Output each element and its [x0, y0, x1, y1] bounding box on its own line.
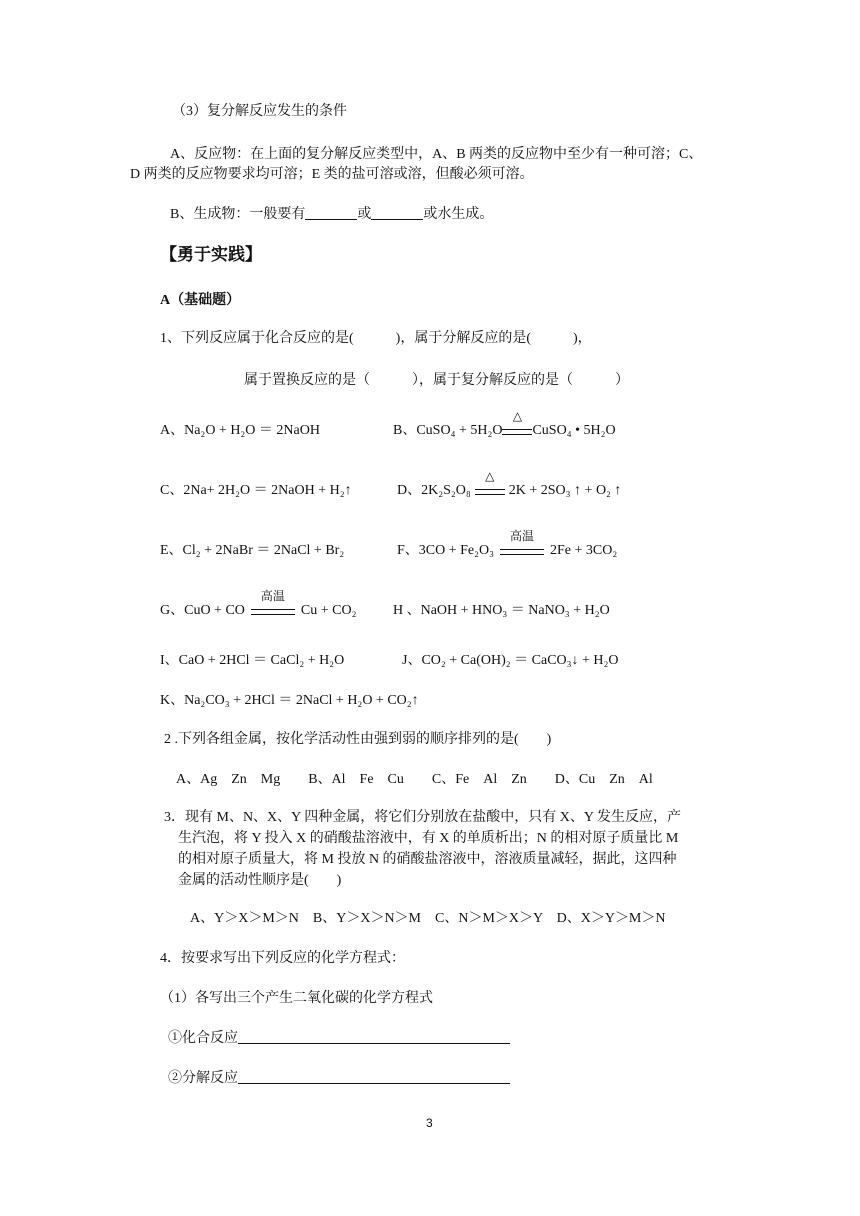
q4-sub1: （1）各写出三个产生二氧化碳的化学方程式: [160, 991, 433, 1006]
reaction-A: A、Na₂O + H₂O ＝ 2NaOH: [160, 423, 320, 438]
q1-line-1: 1、下列反应属于化合反应的是( )，属于分解反应的是( )，: [160, 331, 592, 346]
reaction-B: [393, 409, 616, 440]
q2-options: A、Ag Zn Mg B、Al Fe Cu C、Fe Al Zn D、Cu Zn Al: [176, 772, 653, 787]
q3-line-2: 生汽泡，将 Y 投入 X 的硝酸盐溶液中，有 X 的单质析出；N 的相对原子质量比 M: [178, 831, 679, 846]
q4-item-1-label: ①化合反应: [168, 1031, 238, 1046]
reaction-D: [397, 469, 622, 500]
section3-title: （3）复分解反应发生的条件: [172, 104, 347, 119]
q4-item-1: [168, 1029, 510, 1048]
answer-blank[interactable]: [371, 205, 423, 220]
condition-label: 高温: [260, 589, 285, 603]
products-line: [170, 205, 493, 224]
heat-triangle-icon: △: [485, 469, 495, 483]
answer-blank[interactable]: [238, 1029, 510, 1044]
equilibrium-sign: [251, 589, 295, 620]
reaction-G: [160, 589, 357, 620]
equilibrium-sign: [500, 529, 544, 560]
reaction-D-left: D、2K₂S₂O₈: [397, 483, 471, 498]
reaction-G-right: Cu + CO₂: [300, 603, 357, 618]
heat-triangle-icon: △: [512, 409, 523, 423]
reaction-F-right: 2Fe + 3CO₂: [550, 543, 618, 558]
answer-blank[interactable]: [238, 1069, 510, 1084]
reaction-B-right: CuSO₄ • 5H₂O: [532, 423, 616, 438]
level-label: A（基础题）: [160, 293, 241, 308]
q3-line-3: 的相对原子质量大，将 M 投放 N 的硝酸盐溶液中，溶液质量减轻，据此，这四种: [178, 852, 677, 867]
reaction-B-left: B、CuSO₄ + 5H₂O: [393, 423, 503, 438]
products-pre: B、生成物：一般要有: [170, 207, 306, 222]
products-post: 或水生成。: [423, 207, 494, 222]
reaction-D-right: 2K + 2SO₃ ↑ + O₂ ↑: [508, 483, 622, 498]
reaction-F-left: F、3CO + Fe₂O₃: [397, 543, 495, 558]
q2-stem: 2 .下列各组金属，按化学活动性由强到弱的顺序排列的是( ): [164, 732, 552, 747]
reaction-K: K、Na₂CO₃ + 2HCl ＝ 2NaCl + H₂O + CO₂↑: [160, 693, 419, 708]
equilibrium-sign: [502, 409, 532, 440]
equilibrium-sign: [475, 469, 505, 500]
q3-options: A、Y＞X＞M＞N B、Y＞X＞N＞M C、N＞M＞X＞Y D、X＞Y＞M＞N: [190, 911, 666, 926]
practice-heading: 【勇于实践】: [160, 245, 262, 264]
reaction-J: J、CO₂ + Ca(OH)₂ ＝ CaCO₃↓ + H₂O: [402, 653, 619, 668]
q1-line-2: 属于置换反应的是（ ），属于复分解反应的是（ ）: [244, 373, 629, 388]
q4-stem: 4．按要求写出下列反应的化学方程式：: [160, 951, 405, 966]
q3-line-4: 金属的活动性顺序是( ): [178, 873, 342, 888]
reaction-G-left: G、CuO + CO: [160, 603, 245, 618]
reactants-line-1: A、反应物：在上面的复分解反应类型中，A、B 两类的反应物中至少有一种可溶；C、: [170, 147, 703, 162]
reaction-I: I、CaO + 2HCl ＝ CaCl₂ + H₂O: [160, 653, 345, 668]
q3-line-1: 3．现有 M、N、X、Y 四种金属，将它们分别放在盐酸中，只有 X、Y 发生反应，产: [164, 810, 681, 825]
reaction-H: H 、NaOH + HNO₃ ＝ NaNO₃ + H₂O: [393, 603, 610, 618]
q4-item-2: [168, 1069, 510, 1088]
page-number: 3: [426, 1116, 433, 1130]
products-mid: 或: [357, 207, 372, 222]
answer-blank[interactable]: [305, 205, 357, 220]
reaction-F: [397, 529, 618, 560]
reactants-line-2: D 两类的反应物要求均可溶；E 类的盐可溶或溶，但酸必须可溶。: [130, 167, 534, 182]
reaction-E: E、Cl₂ + 2NaBr ＝ 2NaCl + Br₂: [160, 543, 345, 558]
q4-item-2-label: ②分解反应: [168, 1071, 238, 1086]
condition-label: 高温: [510, 529, 535, 543]
reaction-C: C、2Na+ 2H₂O ＝ 2NaOH + H₂↑: [160, 483, 352, 498]
